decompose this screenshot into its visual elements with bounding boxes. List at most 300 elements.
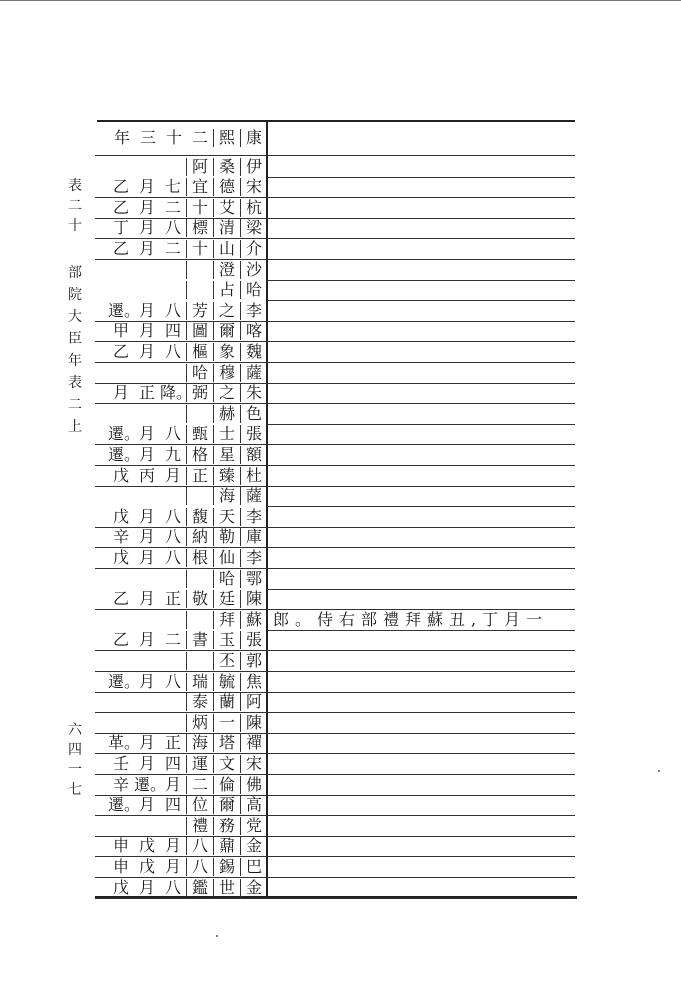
table-cell: 金 <box>240 837 267 855</box>
table-cell: 海 <box>213 487 240 505</box>
table-cell: 魏 <box>240 343 267 361</box>
table-cell: 八 <box>164 527 181 547</box>
table-cell: 丕 <box>213 652 240 670</box>
table-cell: 標 <box>186 219 213 237</box>
table-cell <box>134 405 160 423</box>
table-cell: 十 <box>186 199 213 217</box>
row-cells <box>108 858 267 876</box>
table-cell: 月 <box>138 321 155 341</box>
table-cell <box>186 281 213 299</box>
table-cell: 哈 <box>186 364 213 382</box>
table-cell: 八 <box>164 300 181 320</box>
table-cell: 錫 <box>213 858 240 876</box>
row-cells <box>108 343 267 361</box>
table-cell: 馥 <box>186 508 213 526</box>
table-cell: 八 <box>164 547 181 567</box>
table-cell: 四 <box>164 795 181 815</box>
table-row <box>95 857 575 878</box>
row-cells <box>108 178 267 196</box>
table-row <box>95 693 575 714</box>
table-cell <box>186 487 213 505</box>
header-cells <box>109 129 267 147</box>
table-cell: 宋 <box>240 755 267 773</box>
table-row <box>95 672 575 693</box>
table-cell: 金 <box>240 879 267 897</box>
row-cells <box>108 693 267 711</box>
table-cell: 海 <box>186 734 213 752</box>
row-cells <box>108 673 267 691</box>
row-cells <box>108 322 267 340</box>
table-cell: 戊 <box>112 547 129 567</box>
table-cell <box>160 714 186 732</box>
table-cell <box>160 652 186 670</box>
table-cell: 月 <box>138 424 155 444</box>
table-cell <box>108 261 134 279</box>
table-cell: 乙 <box>112 630 129 650</box>
table-cell: 倫 <box>213 776 240 794</box>
table-cell <box>160 158 186 176</box>
table-cell: 遷。 <box>108 300 141 320</box>
table-cell <box>108 611 134 629</box>
row-cells <box>108 508 267 526</box>
row-cells <box>108 219 267 237</box>
table-cell: 正 <box>186 467 213 485</box>
table-cell: 鑑 <box>186 879 213 897</box>
table-cell: 月 <box>138 341 155 361</box>
table-row <box>95 384 575 405</box>
table-cell: 佛 <box>240 776 267 794</box>
table-cell: 阿 <box>240 693 267 711</box>
table-cell: 辛 <box>112 527 129 547</box>
table-cell: 申 <box>112 856 129 876</box>
row-cells <box>108 570 267 588</box>
table-cell: 月 <box>138 795 155 815</box>
table-cell: 文 <box>213 755 240 773</box>
table-cell <box>108 570 134 588</box>
table-row <box>95 301 575 322</box>
table-cell: 党 <box>240 817 267 835</box>
table-cell: 拜 <box>213 611 240 629</box>
table-row <box>95 754 575 775</box>
table-cell <box>134 652 160 670</box>
row-cells <box>108 549 267 567</box>
table-cell: 月 <box>138 506 155 526</box>
table-cell: 二 <box>186 776 213 794</box>
page-number-char: 七 <box>68 782 82 798</box>
row-cells <box>108 425 267 443</box>
table-cell: 月 <box>138 300 155 320</box>
table-cell: 降。 <box>160 383 193 403</box>
table-cell: 位 <box>186 796 213 814</box>
margin-table-label <box>64 176 86 236</box>
table-row <box>95 610 575 631</box>
table-cell: 玉 <box>213 631 240 649</box>
table-row <box>95 507 575 528</box>
table-row <box>95 734 575 755</box>
row-cells <box>108 487 267 505</box>
table-cell: 澄 <box>213 261 240 279</box>
table-cell <box>160 611 186 629</box>
row-cells <box>108 714 267 732</box>
table-cell: 宜 <box>186 178 213 196</box>
table-cell: 額 <box>240 446 267 464</box>
table-cell: 戊 <box>112 877 129 897</box>
table-cell: 月 <box>138 671 155 691</box>
margin-char: 表 <box>68 178 82 194</box>
page-number <box>64 720 86 800</box>
table-cell <box>108 158 134 176</box>
table-row <box>95 528 575 549</box>
table-cell: 戊 <box>112 506 129 526</box>
row-cells <box>108 837 267 855</box>
table-cell: 納 <box>186 528 213 546</box>
table-cell <box>160 281 186 299</box>
row-cells <box>108 405 267 423</box>
margin-char: 大 <box>68 309 82 325</box>
table-cell: 弼 <box>186 384 213 402</box>
table-cell <box>134 714 160 732</box>
margin-char: 表 <box>68 375 82 391</box>
margin-char: 二 <box>68 397 82 413</box>
table-cell <box>108 487 134 505</box>
table-cell: 李 <box>240 508 267 526</box>
table-cell <box>186 405 213 423</box>
table-cell: 正 <box>138 383 155 403</box>
table-cell: 喀 <box>240 322 267 340</box>
table-row <box>95 816 575 837</box>
row-cells <box>108 734 267 752</box>
table-cell: 梁 <box>240 219 267 237</box>
table-cell: 泰 <box>186 693 213 711</box>
table-row <box>95 322 575 343</box>
table-cell <box>160 487 186 505</box>
table-row <box>95 198 575 219</box>
table-cell <box>186 570 213 588</box>
table-cell: 遷。 <box>134 774 167 794</box>
row-cells <box>108 199 267 217</box>
table-cell <box>134 817 160 835</box>
table-cell: 樞 <box>186 343 213 361</box>
page-number-char: 一 <box>68 762 82 778</box>
table-cell <box>134 261 160 279</box>
table-cell: 德 <box>213 178 240 196</box>
table-cell: 星 <box>213 446 240 464</box>
table-cell: 月 <box>138 527 155 547</box>
table-cell: 革。 <box>108 733 141 753</box>
row-cells <box>108 302 267 320</box>
table-cell: 陳 <box>240 714 267 732</box>
table-row <box>95 837 575 858</box>
table-cell: 圖 <box>186 322 213 340</box>
table-cell <box>186 652 213 670</box>
table-row <box>95 219 575 240</box>
margin-char: 十 <box>68 218 82 234</box>
table-cell: 月 <box>138 238 155 258</box>
table-cell <box>108 364 134 382</box>
table-cell: 蘇 <box>240 611 267 629</box>
table-cell: 八 <box>164 341 181 361</box>
table-cell: 象 <box>213 343 240 361</box>
table-cell: 天 <box>213 508 240 526</box>
table-cell: 郭 <box>240 652 267 670</box>
table-cell: 正 <box>164 733 181 753</box>
table-cell: 遷。 <box>108 444 141 464</box>
table-cell: 乙 <box>112 341 129 361</box>
table-cell: 伊 <box>240 158 267 176</box>
table-cell: 哈 <box>240 281 267 299</box>
table-cell: 鄂 <box>240 570 267 588</box>
margin-book-title <box>64 262 86 438</box>
table-cell: 遷。 <box>108 671 141 691</box>
row-cells <box>108 611 267 629</box>
row-cells <box>108 796 267 814</box>
table-cell: 根 <box>186 549 213 567</box>
table-cell <box>108 693 134 711</box>
table-row <box>95 425 575 446</box>
print-speck <box>216 935 218 937</box>
table-row <box>95 281 575 302</box>
table-row <box>95 878 575 899</box>
table-cell: 運 <box>186 755 213 773</box>
table-cell: 塔 <box>213 734 240 752</box>
table-cell <box>134 158 160 176</box>
table-cell: 占 <box>213 281 240 299</box>
table-cell <box>186 261 213 279</box>
table-cell <box>108 281 134 299</box>
table-cell: 爾 <box>213 796 240 814</box>
header-char: 熙 <box>213 129 240 147</box>
table-cell: 月 <box>164 465 181 485</box>
table-cell: 之 <box>213 384 240 402</box>
table-row <box>95 157 575 178</box>
row-cells <box>108 261 267 279</box>
table-row <box>95 590 575 611</box>
table-cell: 巴 <box>240 858 267 876</box>
table-cell: 甄 <box>186 425 213 443</box>
table-row <box>95 466 575 487</box>
row-cells <box>108 755 267 773</box>
table-cell: 八 <box>164 877 181 897</box>
table-cell: 八 <box>186 837 213 855</box>
table-cell: 鼐 <box>213 837 240 855</box>
table-cell: 八 <box>164 506 181 526</box>
page-top-edge <box>0 0 681 1</box>
row-cells <box>108 528 267 546</box>
table-cell: 月 <box>138 733 155 753</box>
table-cell: 介 <box>240 240 267 258</box>
margin-char: 二 <box>68 198 82 214</box>
table-cell: 丁 <box>112 218 129 238</box>
table-cell <box>108 405 134 423</box>
row-cells <box>108 631 267 649</box>
page-number-char: 四 <box>68 742 82 758</box>
table-cell: 八 <box>186 858 213 876</box>
table-row <box>95 239 575 260</box>
table-cell: 月 <box>138 877 155 897</box>
table-cell: 月 <box>164 856 181 876</box>
table-cell: 戊 <box>112 465 129 485</box>
table-cell: 月 <box>138 197 155 217</box>
row-cells <box>108 384 267 402</box>
table-cell: 陳 <box>240 590 267 608</box>
table-cell: 臻 <box>213 467 240 485</box>
table-cell: 二 <box>164 197 181 217</box>
table-cell: 月 <box>164 774 181 794</box>
row-note: 郎。侍右部禮拜蘇丑,丁月一 <box>273 609 549 629</box>
table-cell <box>186 611 213 629</box>
table-cell <box>160 261 186 279</box>
table-cell: 遷。 <box>108 424 141 444</box>
table-cell: 之 <box>213 302 240 320</box>
table-cell: 乙 <box>112 197 129 217</box>
margin-char: 上 <box>68 419 82 435</box>
table-cell: 禮 <box>186 817 213 835</box>
table-cell <box>108 817 134 835</box>
row-cells <box>108 364 267 382</box>
table-row <box>95 775 575 796</box>
table-row <box>95 342 575 363</box>
header-char: 三 <box>139 128 156 147</box>
table-row <box>95 548 575 569</box>
header-row <box>95 120 575 156</box>
table-cell: 赫 <box>213 405 240 423</box>
table-cell: 七 <box>164 177 181 197</box>
table-cell: 爾 <box>213 322 240 340</box>
table-cell: 蘭 <box>213 693 240 711</box>
table-cell: 丙 <box>138 465 155 485</box>
row-cells <box>108 776 267 794</box>
table-cell: 李 <box>240 302 267 320</box>
table-cell: 八 <box>164 218 181 238</box>
table-cell: 四 <box>164 753 181 773</box>
table-cell <box>160 817 186 835</box>
table-cell: 月 <box>112 383 129 403</box>
table-cell: 張 <box>240 631 267 649</box>
table-cell <box>160 405 186 423</box>
table-cell: 桑 <box>213 158 240 176</box>
page-number-char: 六 <box>68 722 82 738</box>
header-char: 十 <box>165 128 182 147</box>
margin-char: 臣 <box>68 331 82 347</box>
table-cell: 沙 <box>240 261 267 279</box>
margin-char: 院 <box>68 287 82 303</box>
table-cell: 月 <box>138 218 155 238</box>
table-cell: 張 <box>240 425 267 443</box>
header-char: 康 <box>240 129 267 147</box>
table-cell: 敬 <box>186 590 213 608</box>
row-cells <box>108 467 267 485</box>
row-rule <box>95 155 575 156</box>
table-row <box>95 445 575 466</box>
table-row <box>95 178 575 199</box>
table-cell: 二 <box>164 238 181 258</box>
table-cell: 正 <box>164 589 181 609</box>
table-cell: 辛 <box>112 774 129 794</box>
table-cell: 遷。 <box>108 795 141 815</box>
table-row <box>95 487 575 508</box>
table-cell <box>134 364 160 382</box>
table-row <box>95 569 575 590</box>
table-cell: 二 <box>164 630 181 650</box>
table-row <box>95 651 575 672</box>
row-cells <box>108 281 267 299</box>
row-cells <box>108 879 267 897</box>
table-cell: 月 <box>138 630 155 650</box>
table-cell: 薩 <box>240 364 267 382</box>
table-cell: 高 <box>240 796 267 814</box>
table-cell: 芳 <box>186 302 213 320</box>
table-row <box>95 363 575 384</box>
table-cell: 月 <box>138 444 155 464</box>
table-cell <box>160 570 186 588</box>
header-char: 年 <box>113 128 130 147</box>
row-cells <box>108 240 267 258</box>
table-cell <box>108 652 134 670</box>
table-cell: 乙 <box>112 589 129 609</box>
table-cell: 李 <box>240 549 267 567</box>
table-cell <box>134 570 160 588</box>
table-cell: 四 <box>164 321 181 341</box>
row-cells <box>108 817 267 835</box>
table-cell: 色 <box>240 405 267 423</box>
row-cells <box>108 652 267 670</box>
table-row <box>95 631 575 652</box>
table-cell: 戊 <box>138 836 155 856</box>
row-rule <box>95 898 575 899</box>
table-cell: 八 <box>164 671 181 691</box>
table-cell: 月 <box>138 753 155 773</box>
table-cell <box>160 693 186 711</box>
table-cell: 山 <box>213 240 240 258</box>
table-cell: 甲 <box>112 321 129 341</box>
print-speck <box>658 770 660 772</box>
row-cells <box>108 158 267 176</box>
table-cell <box>160 364 186 382</box>
table-cell: 世 <box>213 879 240 897</box>
table-cell: 瑞 <box>186 673 213 691</box>
table-cell: 勒 <box>213 528 240 546</box>
table-cell <box>134 611 160 629</box>
table-cell: 仙 <box>213 549 240 567</box>
table-cell: 朱 <box>240 384 267 402</box>
table-cell: 乙 <box>112 177 129 197</box>
table-cell: 杜 <box>240 467 267 485</box>
table-cell: 月 <box>138 589 155 609</box>
table-row <box>95 796 575 817</box>
table-row <box>95 260 575 281</box>
table-row <box>95 404 575 425</box>
table-cell <box>134 281 160 299</box>
table-cell: 薩 <box>240 487 267 505</box>
table-cell: 十 <box>186 240 213 258</box>
table-cell: 壬 <box>112 753 129 773</box>
table-cell: 焦 <box>240 673 267 691</box>
table-cell <box>108 714 134 732</box>
table-cell: 穆 <box>213 364 240 382</box>
table-cell <box>134 693 160 711</box>
table-cell: 清 <box>213 219 240 237</box>
table-cell: 庫 <box>240 528 267 546</box>
table-row <box>95 713 575 734</box>
table-cell: 炳 <box>186 714 213 732</box>
table-cell: 月 <box>138 177 155 197</box>
table-cell <box>134 487 160 505</box>
header-char: 二 <box>191 128 208 147</box>
table-cell: 戊 <box>138 856 155 876</box>
table-cell: 書 <box>186 631 213 649</box>
table-cell: 八 <box>164 424 181 444</box>
table-cell: 一 <box>213 714 240 732</box>
